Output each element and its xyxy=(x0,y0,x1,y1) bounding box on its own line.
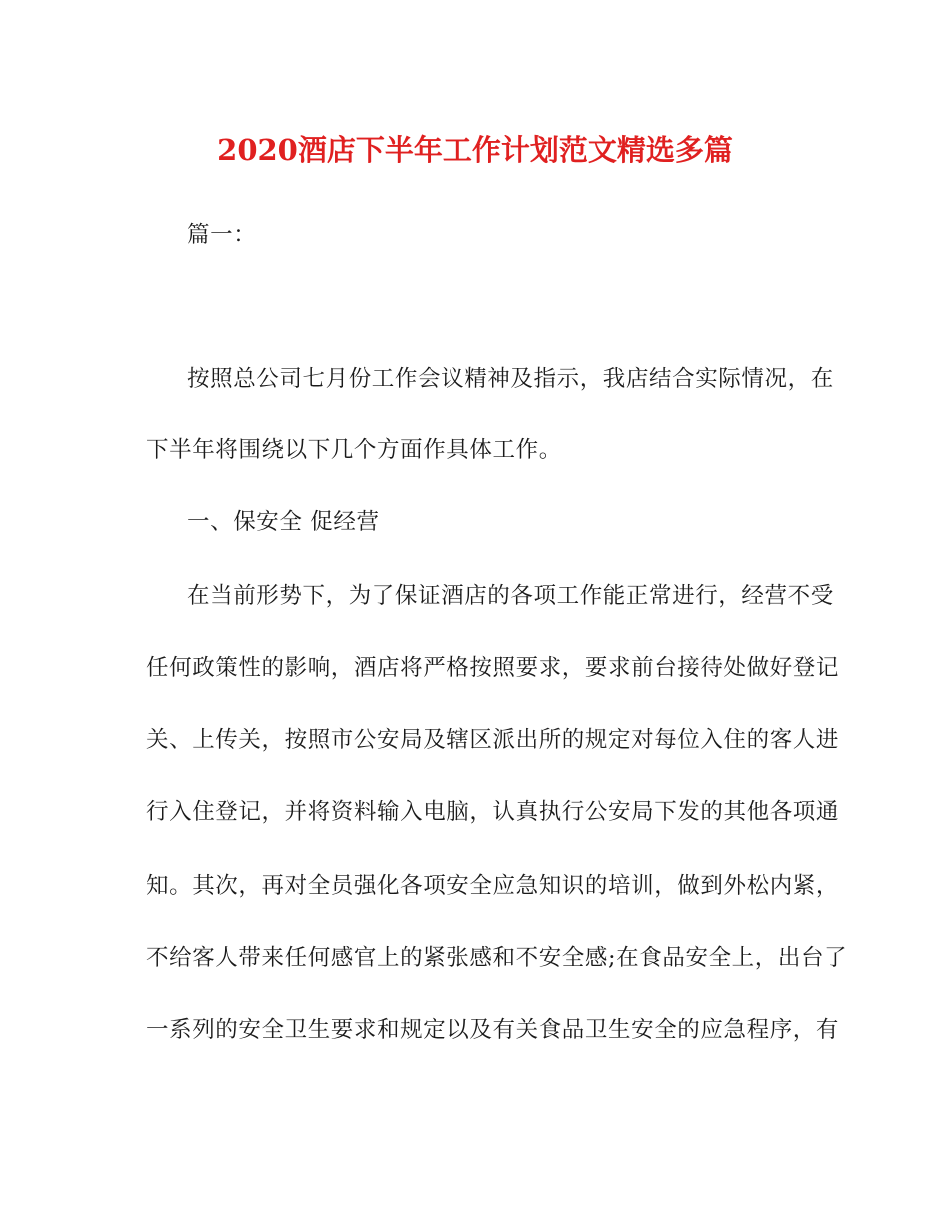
paragraph-line: 行入住登记，并将资料输入电脑，认真执行公安局下发的其他各项通 xyxy=(146,799,840,825)
paragraph-line: 知。其次，再对全员强化各项安全应急知识的培训，做到外松内紧， xyxy=(146,873,840,899)
paragraph-line: 关、上传关，按照市公安局及辖区派出所的规定对每位入住的客人进 xyxy=(146,727,840,753)
section-heading: 一、保安全 促经营 xyxy=(187,509,380,535)
paragraph-line: 下半年将围绕以下几个方面作具体工作。 xyxy=(146,437,562,463)
paragraph-line: 任何政策性的影响，酒店将严格按照要求，要求前台接待处做好登记 xyxy=(146,655,840,681)
paragraph-line: 不给客人带来任何感官上的紧张感和不安全感;在食品安全上，出台了 xyxy=(146,945,848,971)
paragraph-line: 在当前形势下，为了保证酒店的各项工作能正常进行，经营不受 xyxy=(187,583,834,609)
paragraph-line: 按照总公司七月份工作会议精神及指示，我店结合实际情况，在 xyxy=(187,366,834,392)
section-label: 篇一： xyxy=(187,222,257,248)
document-title: 2020酒店下半年工作计划范文精选多篇 xyxy=(217,133,733,167)
paragraph-line: 一系列的安全卫生要求和规定以及有关食品卫生安全的应急程序，有 xyxy=(146,1017,840,1043)
